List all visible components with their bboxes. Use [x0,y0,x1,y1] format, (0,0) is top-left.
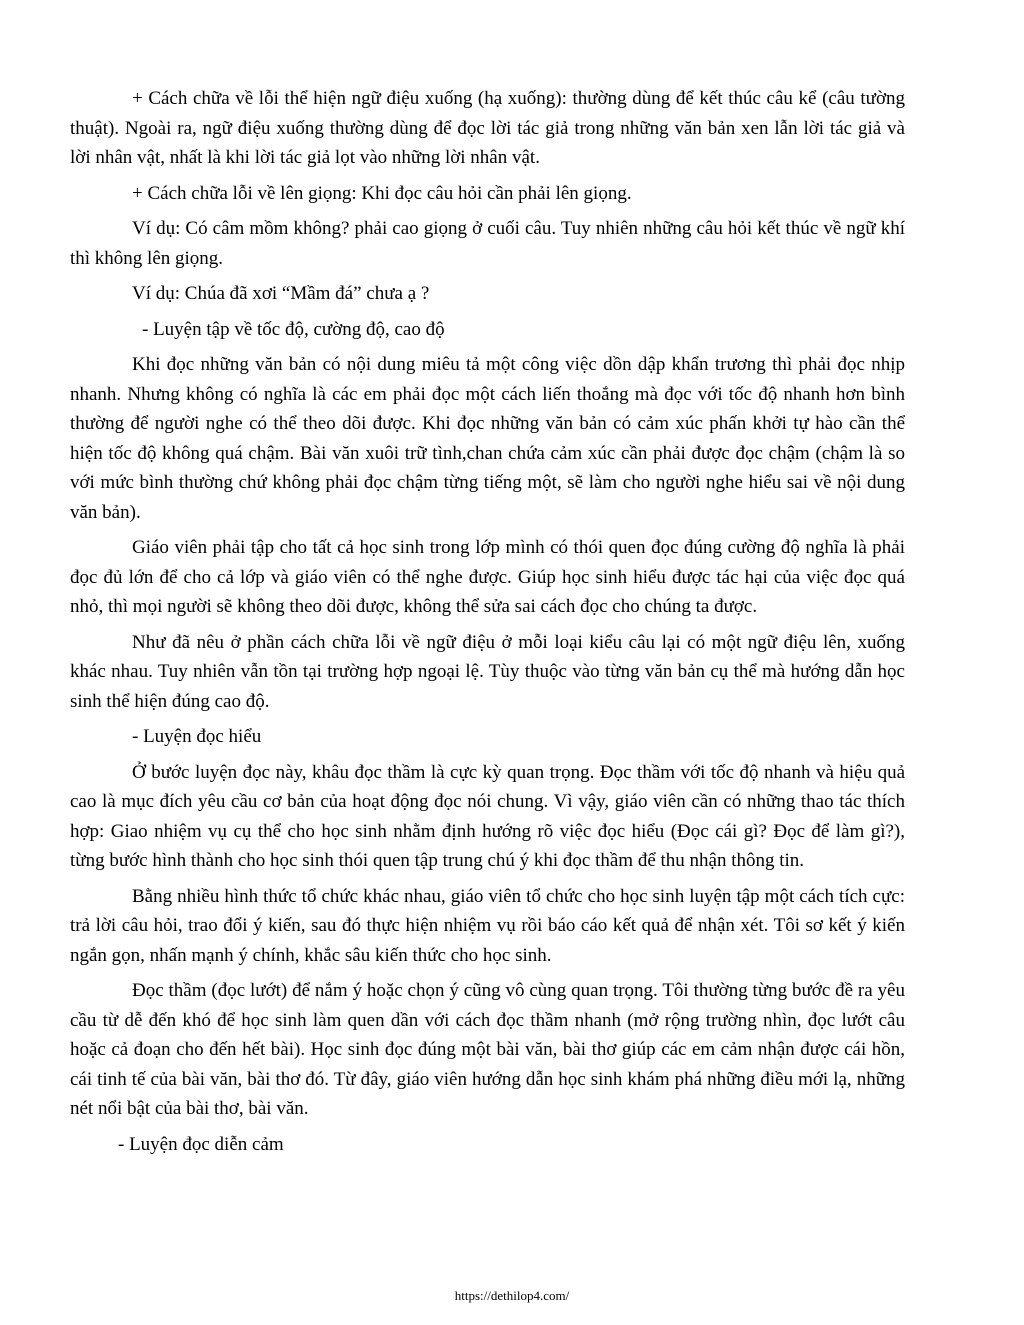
paragraph-falling-intonation: + Cách chữa về lỗi thể hiện ngữ điệu xuống (hạ xuống): thường dùng để kết thúc câu kể (câu tường thuật). Ngoài ra, ngữ điệu xuống thường dùng để đọc lời tác giả trong những văn bản xen lẫn lời tác giả và lời nhân vật, nhất là khi lời tác giả lọt vào những lời nhân vật. [70,88,905,168]
paragraph-practice-forms: Bằng nhiều hình thức tổ chức khác nhau, giáo viên tổ chức cho học sinh luyện tập một cách tích cực: trả lời câu hỏi, trao đổi ý kiến, sau đó thực hiện nhiệm vụ rồi báo cáo kết quả để nhận xét. Tôi sơ kết ý kiến ngắn gọn, nhấn mạnh ý chính, khắc sâu kiến thức cho học sinh. [70,885,905,966]
paragraph-example-mam-da: Ví dụ: Chúa đã xơi “Mầm đá” chưa ạ ? [132,283,430,304]
document-body [70,84,905,1165]
heading-speed-volume-pitch: - Luyện tập về tốc độ, cường độ, cao độ [142,318,445,340]
heading-expressive-reading: - Luyện đọc diễn cảm [118,1133,284,1155]
heading-reading-comprehension: - Luyện đọc hiểu [132,726,262,747]
paragraph-silent-reading: Ở bước luyện đọc này, khâu đọc thầm là cực kỳ quan trọng. Đọc thầm với tốc độ nhanh và hiệu quả cao là mục đích yêu cầu cơ bản của hoạt động đọc nói chung. Vì vậy, giáo viên cần có những thao tác thích hợp: Giao nhiệm vụ cụ thể cho học sinh nhằm định hướng rõ việc đọc hiểu (Đọc cái gì? Đọc để làm gì?), từng bước hình thành cho học sinh thói quen tập trung chú ý khi đọc thầm để thu nhận thông tin. [70,761,905,871]
footer-url[interactable]: https://dethilop4.com/ [454,1288,570,1303]
paragraph-pitch: Như đã nêu ở phần cách chữa lỗi về ngữ điệu ở mỗi loại kiểu câu lại có một ngữ điệu lên, xuống khác nhau. Tuy nhiên vẫn tồn tại trường hợp ngoại lệ. Tùy thuộc vào từng văn bản cụ thể mà hướng dẫn học sinh thể hiện đúng cao độ. [70,631,905,712]
paragraph-example-question: Ví dụ: Có câm mồm không? phải cao giọng ở cuối câu. Tuy nhiên những câu hỏi kết thúc về ngữ khí thì không lên giọng. [70,218,905,269]
paragraph-skimming: Đọc thầm (đọc lướt) để nắm ý hoặc chọn ý cũng vô cùng quan trọng. Tôi thường từng bước đề ra yêu cầu từ dễ đến khó để học sinh làm quen dần với cách đọc thầm nhanh (mở rộng trường nhìn, đọc lướt câu hoặc cả đoạn cho đến hết bài). Học sinh đọc đúng một bài văn, bài thơ giúp các em cảm nhận được cái hồn, cái tinh tế của bài văn, bài thơ đó. Từ đây, giáo viên hướng dẫn học sinh khám phá những điều mới lạ, những nét nổi bật của bài thơ, bài văn. [70,980,905,1119]
paragraph-reading-volume: Giáo viên phải tập cho tất cả học sinh trong lớp mình có thói quen đọc đúng cường độ nghĩa là phải đọc đủ lớn để cho cả lớp và giáo viên có thể nghe được. Giúp học sinh hiểu được tác hại của việc đọc quá nhỏ, thì mọi người sẽ không theo dõi được, không thể sửa sai cách đọc cho chúng ta được. [70,537,905,617]
paragraph-reading-speed: Khi đọc những văn bản có nội dung miêu tả một công việc dồn dập khẩn trương thì phải đọc nhịp nhanh. Nhưng không có nghĩa là các em phải đọc một cách liến thoắng mà đọc với tốc độ nhanh hơn bình thường để người nghe có thể theo dõi được. Khi đọc những văn bản có cảm xúc phấn khởi tự hào cần thể hiện tốc độ không quá chậm. Bài văn xuôi trữ tình,chan chứa cảm xúc cần phải được đọc chậm (chậm là so với mức bình thường chứ không phải đọc chậm từng tiếng một, sẽ làm cho người nghe hiểu sai về nội dung văn bản). [70,354,905,523]
paragraph-rising-intonation: + Cách chữa lỗi về lên giọng: Khi đọc câu hỏi cần phải lên giọng. [132,182,632,204]
